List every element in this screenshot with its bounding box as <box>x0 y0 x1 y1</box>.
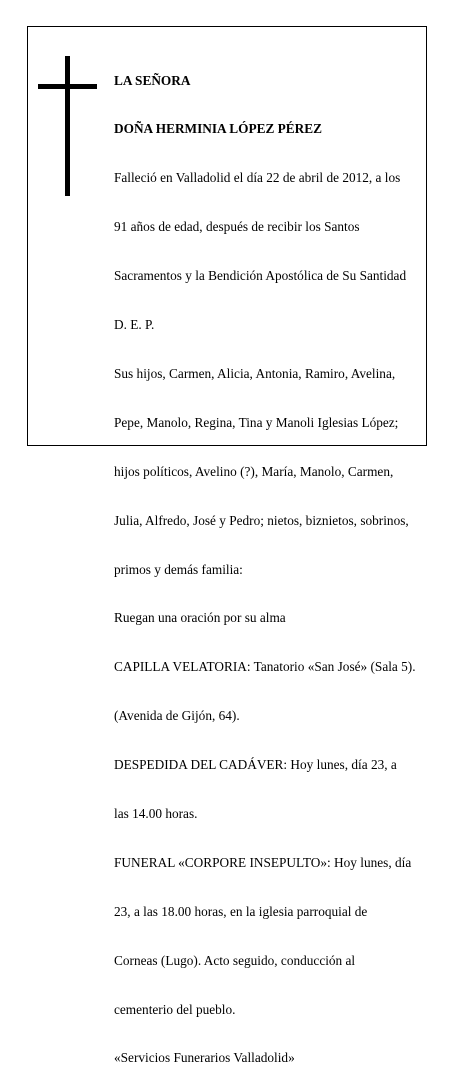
notice-line: Falleció en Valladolid el día 22 de abril de 2012, a los <box>114 170 401 186</box>
notice-line: hijos políticos, Avelino (?), María, Manolo, Carmen, <box>114 463 394 479</box>
cross-icon <box>65 56 70 196</box>
notice-line: «Servicios Funerarios Valladolid» <box>114 1050 295 1066</box>
notice-line: CAPILLA VELATORIA: Tanatorio «San José» (Sala 5). <box>114 659 416 675</box>
notice-line: Sus hijos, Carmen, Alicia, Antonia, Ramiro, Avelina, <box>114 365 396 381</box>
notice-line: primos y demás familia: <box>114 561 243 577</box>
notice-line: 91 años de edad, después de recibir los Santos <box>114 219 360 235</box>
notice-line: Julia, Alfredo, José y Pedro; nietos, biznietos, sobrinos, <box>114 512 409 528</box>
notice-line: Sacramentos y la Bendición Apostólica de Su Santidad <box>114 268 407 284</box>
notice-line: las 14.00 horas. <box>114 805 198 821</box>
obituary-text <box>114 40 436 1083</box>
notice-line: DESPEDIDA DEL CADÁVER: Hoy lunes, día 23, a <box>114 757 397 773</box>
notice-title: LA SEÑORA <box>114 72 191 88</box>
notice-line: cementerio del pueblo. <box>114 1001 236 1017</box>
notice-line: Ruegan una oración por su alma <box>114 610 286 626</box>
notice-line: D. E. P. <box>114 317 155 333</box>
notice-line: Pepe, Manolo, Regina, Tina y Manoli Iglesias López; <box>114 414 399 430</box>
cross-icon-crossbar <box>38 84 97 89</box>
notice-line: 23, a las 18.00 horas, en la iglesia parroquial de <box>114 903 368 919</box>
notice-line: (Avenida de Gijón, 64). <box>114 708 240 724</box>
notice-line: FUNERAL «CORPORE INSEPULTO»: Hoy lunes, día <box>114 854 412 870</box>
notice-line: Corneas (Lugo). Acto seguido, conducción al <box>114 952 356 968</box>
deceased-name: DOÑA HERMINIA LÓPEZ PÉREZ <box>114 121 322 137</box>
